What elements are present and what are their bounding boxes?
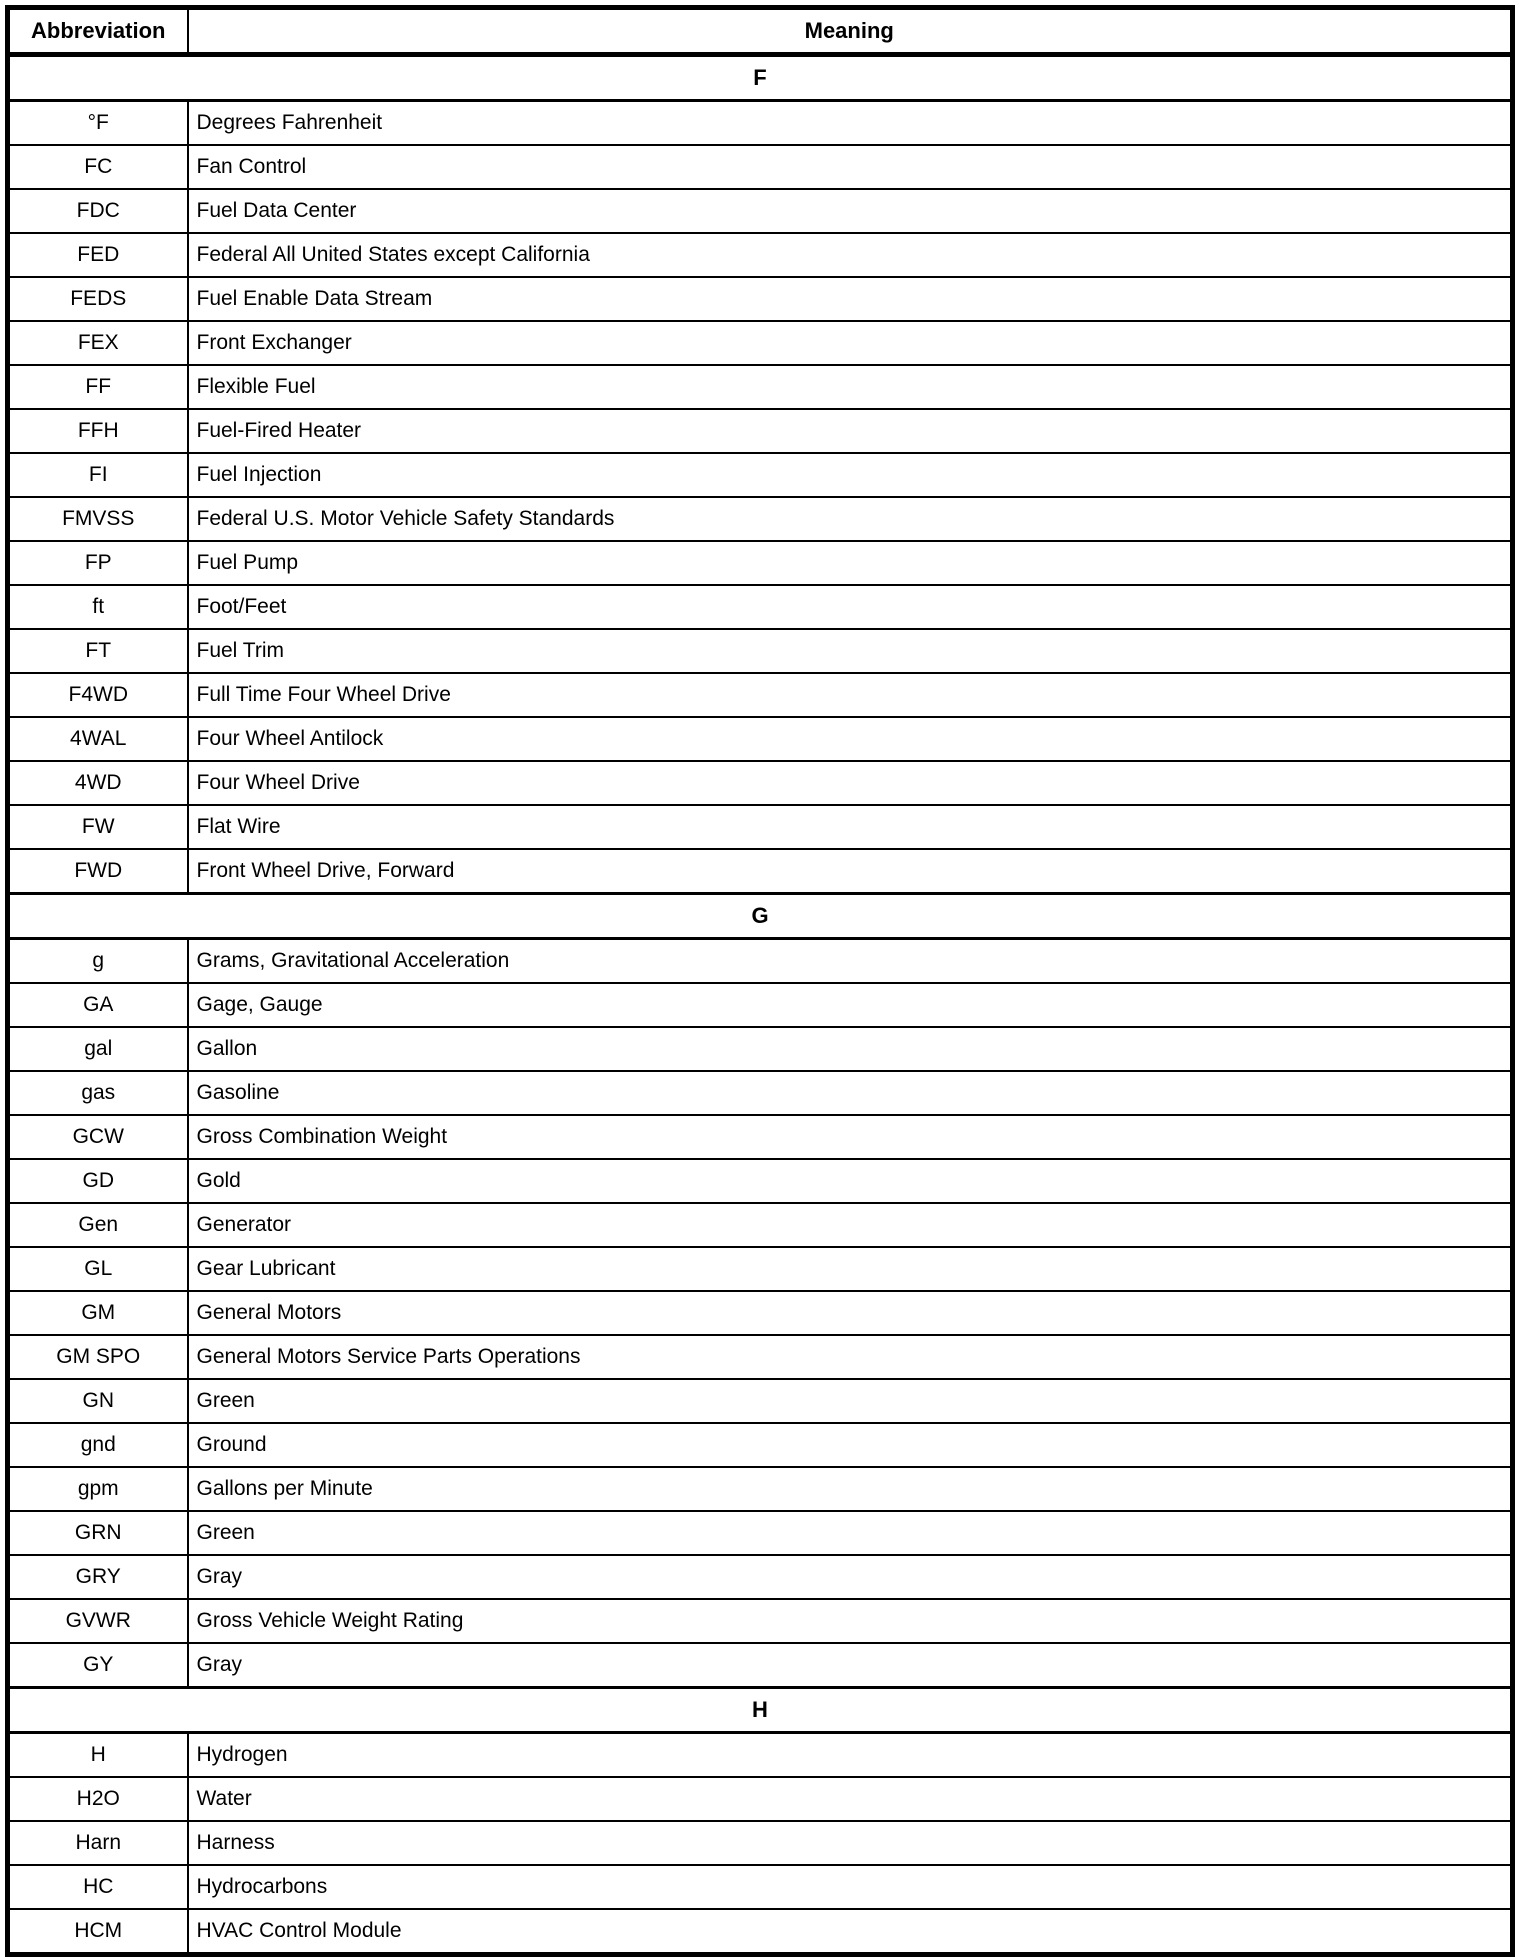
abbreviation-cell: 4WD (8, 761, 188, 805)
abbreviation-cell: GM (8, 1291, 188, 1335)
meaning-cell: Harness (188, 1821, 1513, 1865)
table-row (8, 673, 1513, 717)
meaning-cell: General Motors (188, 1291, 1513, 1335)
abbreviation-cell: gnd (8, 1423, 188, 1467)
meaning-column-header: Meaning (188, 8, 1513, 55)
table-row (8, 189, 1513, 233)
section-letter: H (8, 1688, 1513, 1733)
meaning-cell: Federal All United States except California (188, 233, 1513, 277)
abbreviation-cell: FEX (8, 321, 188, 365)
table-row (8, 497, 1513, 541)
meaning-cell: Fuel Enable Data Stream (188, 277, 1513, 321)
abbreviation-cell: gpm (8, 1467, 188, 1511)
table-row (8, 629, 1513, 673)
abbreviation-cell: °F (8, 101, 188, 146)
meaning-cell: Fuel Data Center (188, 189, 1513, 233)
table-row (8, 233, 1513, 277)
meaning-cell: Green (188, 1379, 1513, 1423)
abbreviation-cell: Harn (8, 1821, 188, 1865)
meaning-cell: Hydrogen (188, 1733, 1513, 1778)
meaning-cell: Gray (188, 1643, 1513, 1688)
meaning-cell: Four Wheel Drive (188, 761, 1513, 805)
table-row (8, 1511, 1513, 1555)
meaning-cell: Four Wheel Antilock (188, 717, 1513, 761)
table-row (8, 1555, 1513, 1599)
meaning-cell: Front Exchanger (188, 321, 1513, 365)
table-row (8, 939, 1513, 984)
meaning-cell: Generator (188, 1203, 1513, 1247)
meaning-cell: Grams, Gravitational Acceleration (188, 939, 1513, 984)
abbreviation-cell: GCW (8, 1115, 188, 1159)
abbreviation-cell: HCM (8, 1909, 188, 1955)
table-row (8, 365, 1513, 409)
abbreviation-cell: FWD (8, 849, 188, 894)
abbreviation-cell: FED (8, 233, 188, 277)
table-row (8, 1423, 1513, 1467)
table-row (8, 101, 1513, 146)
table-row (8, 321, 1513, 365)
table-row (8, 1071, 1513, 1115)
table-row (8, 145, 1513, 189)
meaning-cell: Gallons per Minute (188, 1467, 1513, 1511)
abbreviation-cell: FFH (8, 409, 188, 453)
meaning-cell: Flat Wire (188, 805, 1513, 849)
meaning-cell: Gage, Gauge (188, 983, 1513, 1027)
table-row (8, 1909, 1513, 1955)
table-row (8, 1865, 1513, 1909)
abbreviation-cell: F4WD (8, 673, 188, 717)
abbreviation-cell: GM SPO (8, 1335, 188, 1379)
meaning-cell: Full Time Four Wheel Drive (188, 673, 1513, 717)
meaning-cell: Gallon (188, 1027, 1513, 1071)
meaning-cell: Gasoline (188, 1071, 1513, 1115)
abbreviation-cell: FT (8, 629, 188, 673)
abbreviation-cell: FEDS (8, 277, 188, 321)
abbreviation-cell: Gen (8, 1203, 188, 1247)
meaning-cell: Fuel Pump (188, 541, 1513, 585)
meaning-cell: Front Wheel Drive, Forward (188, 849, 1513, 894)
table-row (8, 453, 1513, 497)
table-row (8, 1379, 1513, 1423)
abbreviation-column-header: Abbreviation (8, 8, 188, 55)
table-row (8, 1027, 1513, 1071)
abbreviation-cell: GVWR (8, 1599, 188, 1643)
table-row (8, 1159, 1513, 1203)
table-row (8, 1643, 1513, 1688)
meaning-cell: Gross Vehicle Weight Rating (188, 1599, 1513, 1643)
abbreviation-cell: FC (8, 145, 188, 189)
abbreviation-cell: GRY (8, 1555, 188, 1599)
meaning-cell: Gray (188, 1555, 1513, 1599)
section-header-row-F (8, 55, 1513, 101)
abbreviation-cell: FW (8, 805, 188, 849)
meaning-cell: Gross Combination Weight (188, 1115, 1513, 1159)
meaning-cell: Hydrocarbons (188, 1865, 1513, 1909)
table-row (8, 849, 1513, 894)
abbreviation-cell: FMVSS (8, 497, 188, 541)
abbreviation-cell: GA (8, 983, 188, 1027)
table-row (8, 1777, 1513, 1821)
meaning-cell: General Motors Service Parts Operations (188, 1335, 1513, 1379)
meaning-cell: Fuel-Fired Heater (188, 409, 1513, 453)
abbreviation-cell: gal (8, 1027, 188, 1071)
abbreviation-cell: GL (8, 1247, 188, 1291)
table-row (8, 1203, 1513, 1247)
abbreviation-cell: H2O (8, 1777, 188, 1821)
meaning-cell: Degrees Fahrenheit (188, 101, 1513, 146)
table-row (8, 717, 1513, 761)
abbreviation-cell: GRN (8, 1511, 188, 1555)
table-row (8, 541, 1513, 585)
meaning-cell: HVAC Control Module (188, 1909, 1513, 1955)
abbreviation-cell: FF (8, 365, 188, 409)
abbreviation-cell: GN (8, 1379, 188, 1423)
meaning-cell: Fuel Injection (188, 453, 1513, 497)
meaning-cell: Foot/Feet (188, 585, 1513, 629)
table-row (8, 983, 1513, 1027)
abbreviation-cell: gas (8, 1071, 188, 1115)
section-letter: G (8, 894, 1513, 939)
abbreviation-cell: HC (8, 1865, 188, 1909)
table-row (8, 409, 1513, 453)
meaning-cell: Flexible Fuel (188, 365, 1513, 409)
meaning-cell: Gold (188, 1159, 1513, 1203)
abbreviation-cell: ft (8, 585, 188, 629)
table-row (8, 1335, 1513, 1379)
table-row (8, 277, 1513, 321)
table-row (8, 805, 1513, 849)
table-row (8, 761, 1513, 805)
abbreviation-cell: FP (8, 541, 188, 585)
abbreviation-cell: FI (8, 453, 188, 497)
abbreviation-cell: GY (8, 1643, 188, 1688)
section-letter: F (8, 55, 1513, 101)
meaning-cell: Fan Control (188, 145, 1513, 189)
table-row (8, 1467, 1513, 1511)
abbreviation-cell: H (8, 1733, 188, 1778)
table-row (8, 1115, 1513, 1159)
section-header-row-G (8, 894, 1513, 939)
table-body (8, 55, 1513, 1955)
section-header-row-H (8, 1688, 1513, 1733)
meaning-cell: Gear Lubricant (188, 1247, 1513, 1291)
table-row (8, 1291, 1513, 1335)
table-row (8, 585, 1513, 629)
meaning-cell: Fuel Trim (188, 629, 1513, 673)
meaning-cell: Federal U.S. Motor Vehicle Safety Standards (188, 497, 1513, 541)
table-row (8, 1599, 1513, 1643)
meaning-cell: Water (188, 1777, 1513, 1821)
table-row (8, 1247, 1513, 1291)
abbreviation-cell: g (8, 939, 188, 984)
meaning-cell: Green (188, 1511, 1513, 1555)
abbreviation-cell: 4WAL (8, 717, 188, 761)
meaning-cell: Ground (188, 1423, 1513, 1467)
table-header-row (8, 8, 1513, 55)
abbreviation-cell: FDC (8, 189, 188, 233)
abbreviation-cell: GD (8, 1159, 188, 1203)
abbreviation-table (5, 5, 1515, 1957)
table-row (8, 1733, 1513, 1778)
table-row (8, 1821, 1513, 1865)
